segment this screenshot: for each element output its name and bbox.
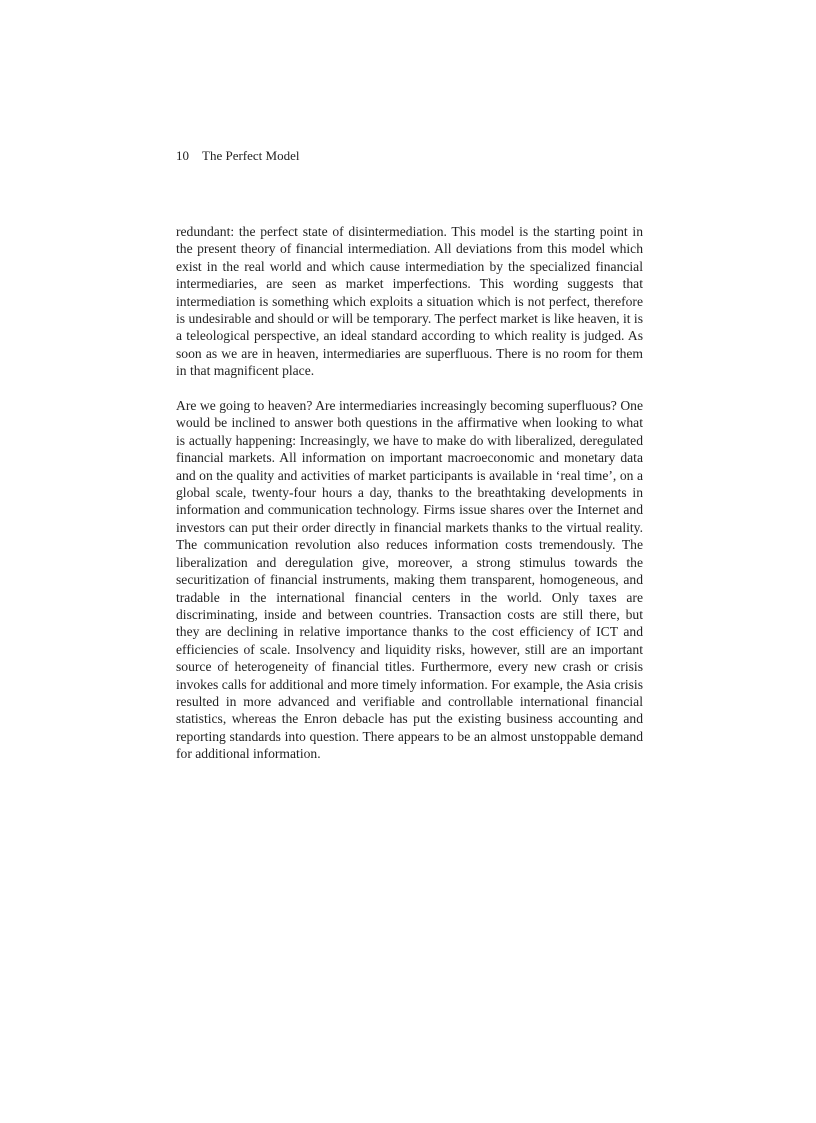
running-head xyxy=(176,147,299,165)
paragraph-1: redundant: the perfect state of disintermediation. This model is the starting point in the present theory of financial intermediation. All deviations from this model which exist in the real world and which cause intermediation by the specialized financial intermediaries, are seen as market imperfections. This wording suggests that intermediation is something which exploits a situation which is not perfect, therefore is undesirable and should or will be temporary. The perfect market is like heaven, it is a teleological perspective, an ideal standard according to which reality is judged. As soon as we are in heaven, intermediaries are superfluous. There is no room for them in that magnificent place. xyxy=(176,224,643,379)
body-text xyxy=(176,223,643,780)
page-number: 10 xyxy=(176,148,189,163)
paragraph-2: Are we going to heaven? Are intermediaries increasingly becoming superfluous? One would be inclined to answer both questions in the affirmative when looking to what is actually happening: Increasingly, we have to make do with liberalized, deregulated financial markets. All information on important macroeconomic and monetary data and on the quality and activities of market participants is available in ‘real time’, on a global scale, twenty-four hours a day, thanks to the breathtaking developments in information and communication technology. Firms issue shares over the Internet and investors can put their order directly in financial markets thanks to the virtual reality. The communication revolution also reduces information costs tremendously. The liberalization and deregulation give, moreover, a strong stimulus towards the securitization of financial instruments, making them transparent, homogeneous, and tradable in the international financial centers in the world. Only taxes are discriminating, inside and between countries. Transaction costs are still there, but they are declining in relative importance thanks to the cost efficiency of ICT and efficiencies of scale. Insolvency and liquidity risks, however, still are an important source of heterogeneity of financial titles. Furthermore, every new crash or crisis invokes calls for additional and more timely information. For example, the Asia crisis resulted in more advanced and verifiable and controllable international financial statistics, whereas the Enron debacle has put the existing business accounting and reporting standards into question. There appears to be an almost unstoppable demand for additional information. xyxy=(176,398,643,762)
chapter-title: The Perfect Model xyxy=(202,148,300,163)
